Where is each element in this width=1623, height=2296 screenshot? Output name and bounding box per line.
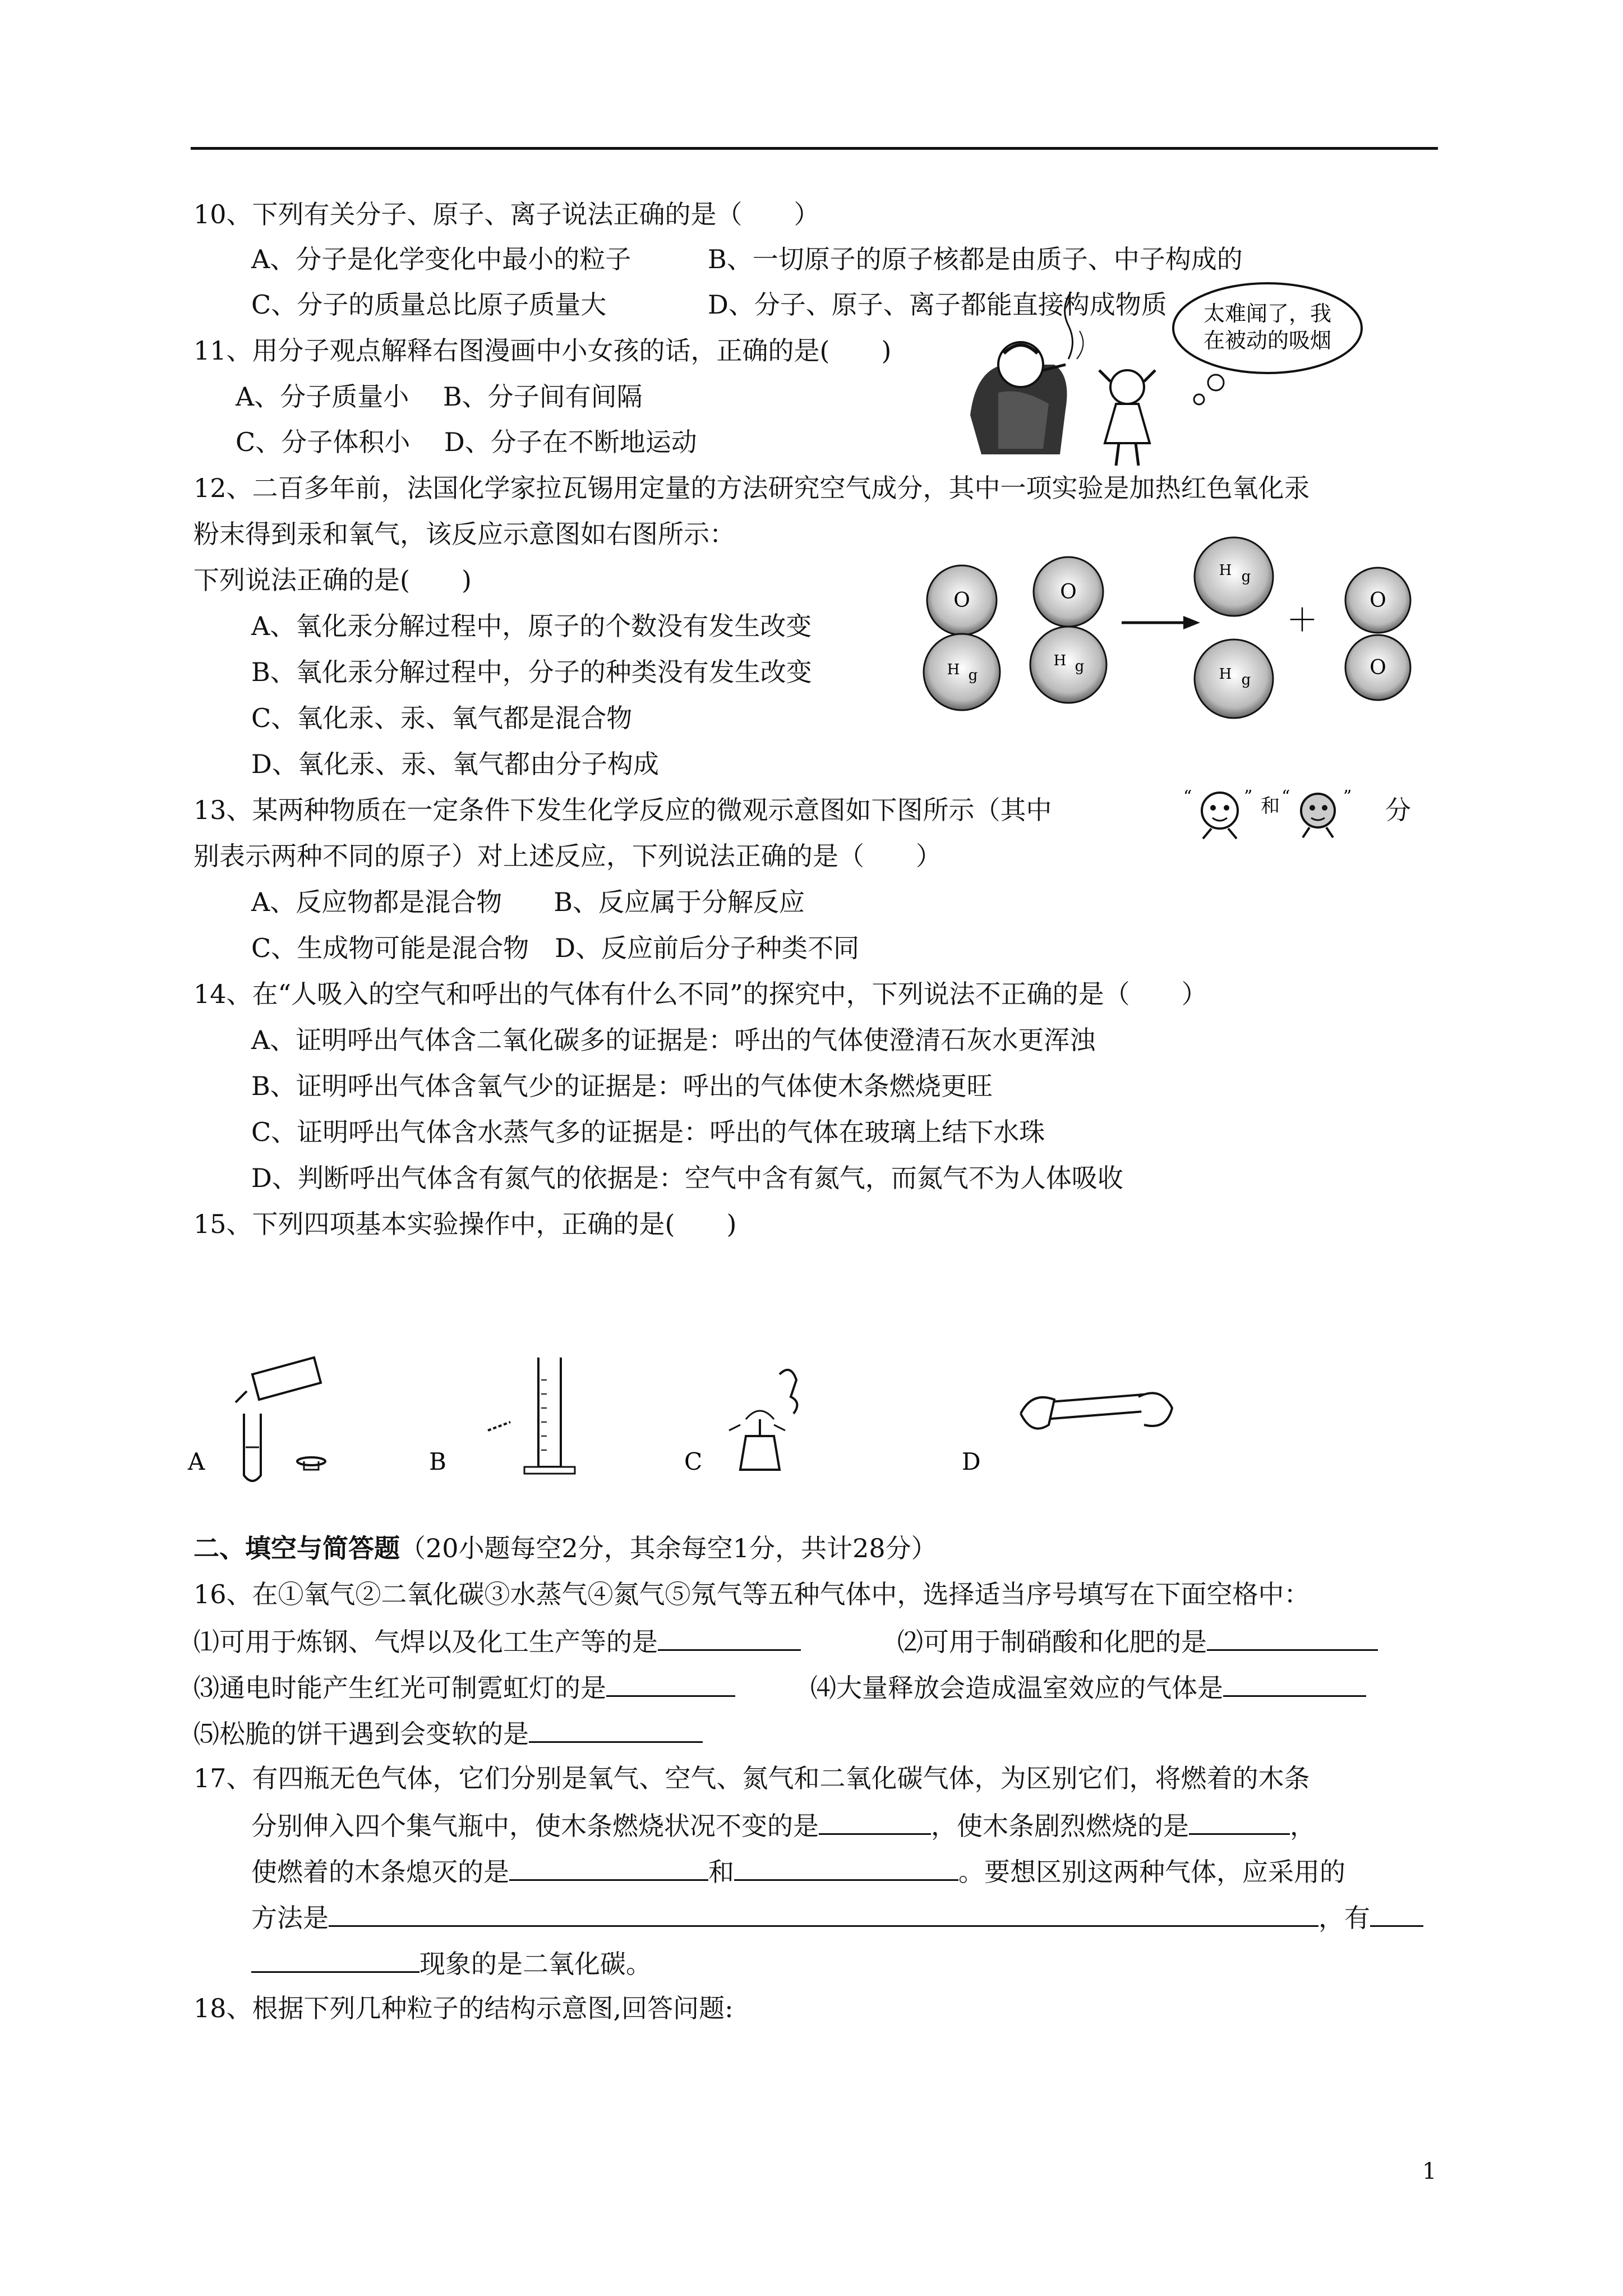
mercury-oxide-reaction-diagram [920,527,1424,735]
bubble-line-1: 太难闻了，我 [1203,301,1332,326]
svg-text:“: “ [1183,787,1192,807]
option-c-label: C [684,1448,703,1475]
svg-text:”: ” [1244,787,1253,807]
q14-option-a: A、证明呼出气体含二氧化碳多的证据是：呼出的气体使澄清石灰水更浑浊 [251,1025,1096,1055]
q11-options-cd: C、分子体积小 D、分子在不断地运动 [236,427,697,457]
option-d-label: D [962,1448,981,1475]
svg-text:g: g [1075,658,1085,675]
q13-stem-line1: 13、某两种物质在一定条件下发生化学反应的微观示意图如下图所示（其中 [193,795,1052,825]
q16-part-1: ⑴可用于炼钢、气焊以及化工生产等的是 [193,1623,801,1659]
q10-option-a: A、分子是化学变化中最小的粒子 [251,244,631,274]
q17-blank-phenomenon[interactable] [251,1945,419,1973]
q17-line2: 分别伸入四个集气瓶中，使木条燃烧状况不变的是 ，使木条剧烈燃烧的是 ， [251,1807,1316,1843]
q17-blank-phenomenon-start[interactable] [1370,1899,1423,1927]
section-2-title: 二、填空与简答题 [193,1533,400,1563]
q17-blank-extinguish-1[interactable] [509,1853,708,1881]
q14-option-d: D、判断呼出气体含有氮气的依据是：空气中含有氮气，而氮气不为人体吸收 [251,1163,1123,1193]
q14-option-b: B、证明呼出气体含氧气少的证据是：呼出的气体使木条燃烧更旺 [251,1071,993,1101]
svg-text:O: O [1060,581,1077,604]
q11-options-ab: A、分子质量小 B、分子间有间隔 [236,381,643,412]
page-number: 1 [1422,2159,1437,2184]
svg-text:O: O [1370,589,1386,612]
q17-blank-extinguish-2[interactable] [734,1853,958,1881]
q10-option-d: D、分子、原子、离子都能直接构成物质 [708,289,1167,320]
svg-text:”: ” [1343,787,1352,807]
svg-text:“: “ [1281,787,1290,807]
q16-part-4: ⑷大量释放会造成温室效应的气体是 [810,1669,1366,1705]
bubble-line-2: 在被动的吸烟 [1203,328,1332,353]
q16-blank-5[interactable] [529,1715,703,1743]
q10-option-b: B、一切原子的原子核都是由质子、中子构成的 [708,244,1243,274]
svg-text:H: H [1053,652,1067,669]
q17-blank-method[interactable] [329,1899,1318,1927]
q17-blank-unchanged[interactable] [819,1807,931,1835]
q17-line5: 现象的是二氧化碳。 [251,1945,652,1981]
q17-line3: 使燃着的木条熄灭的是 和 。要想区别这两种气体，应采用的 [251,1853,1345,1889]
header-rule [191,147,1438,150]
q16-part-2: ⑵可用于制硝酸和化肥的是 [897,1623,1378,1659]
q15-stem: 15、下列四项基本实验操作中，正确的是( ) [193,1209,737,1239]
q13-stem-line2: 别表示两种不同的原子）对上述反应，下列说法正确的是（ ） [193,841,942,871]
q12-option-d: D、氧化汞、汞、氧气都由分子构成 [251,749,659,779]
q16-blank-1[interactable] [658,1623,801,1651]
q13-options-ab: A、反应物都是混合物 B、反应属于分解反应 [251,887,805,917]
q16-stem: 16、在①氧气②二氧化碳③水蒸气④氮气⑤氖气等五种气体中，选择适当序号填写在下面空格中： [193,1579,1310,1609]
q12-stem-line3: 下列说法正确的是( ) [193,565,472,595]
plus-sign: ＋ [1287,602,1318,639]
q16-blank-4[interactable] [1223,1669,1366,1697]
q16-blank-2[interactable] [1207,1623,1378,1651]
q13-options-cd: C、生成物可能是混合物 D、反应前后分子种类不同 [251,933,860,963]
section-2-heading [193,1531,937,1565]
q18-stem: 18、根据下列几种粒子的结构示意图,回答问题: [193,1993,734,2023]
svg-text:O: O [1370,656,1386,679]
q12-option-b: B、氧化汞分解过程中，分子的种类没有发生改变 [251,657,812,687]
svg-text:H: H [1219,666,1232,683]
legend-and: 和 [1261,795,1280,817]
q17-blank-vigorous[interactable] [1189,1807,1290,1835]
q11-stem: 11、用分子观点解释右图漫画中小女孩的话，正确的是( ) [193,335,892,366]
lab-operations-figure [185,1346,1195,1487]
atom-legend-cartoon [1178,785,1380,841]
q12-stem-line1: 12、二百多年前，法国化学家拉瓦锡用定量的方法研究空气成分，其中一项实验是加热红色氧化汞 [193,473,1310,503]
svg-text:O: O [953,589,970,612]
q13-stem-line1-end: 分 [1385,795,1411,825]
q10-option-c: C、分子的质量总比原子质量大 [251,289,607,320]
q14-option-c: C、证明呼出气体含水蒸气多的证据是：呼出的气体在玻璃上结下水珠 [251,1117,1045,1147]
smoking-cartoon [959,275,1374,477]
svg-text:H: H [1219,562,1232,579]
q16-part-3: ⑶通电时能产生红光可制霓虹灯的是 [193,1669,735,1705]
option-a-label: A [188,1448,205,1475]
q17-line4: 方法是 ，有 [251,1899,1423,1935]
q14-stem: 14、在“人吸入的空气和呼出的气体有什么不同”的探究中，下列说法不正确的是（ ） [193,979,1207,1009]
option-b-label: B [429,1448,446,1475]
svg-text:g: g [1241,671,1251,688]
q10-stem: 10、下列有关分子、原子、离子说法正确的是（ ） [193,199,820,229]
svg-text:g: g [1241,568,1251,585]
svg-text:H: H [947,661,960,678]
q12-stem-line2: 粉末得到汞和氧气，该反应示意图如右图所示： [193,519,735,549]
q12-option-a: A、氧化汞分解过程中，原子的个数没有发生改变 [251,611,812,641]
q16-part-5: ⑸松脆的饼干遇到会变软的是 [193,1715,703,1751]
section-2-note: （20小题每空2分，其余每空1分，共计28分） [400,1533,937,1563]
q12-option-c: C、氧化汞、汞、氧气都是混合物 [251,703,633,733]
svg-text:g: g [968,667,978,684]
q16-blank-3[interactable] [606,1669,735,1697]
q17-line1: 17、有四瓶无色气体，它们分别是氧气、空气、氮气和二氧化碳气体，为区别它们，将燃着的木条 [193,1763,1310,1793]
